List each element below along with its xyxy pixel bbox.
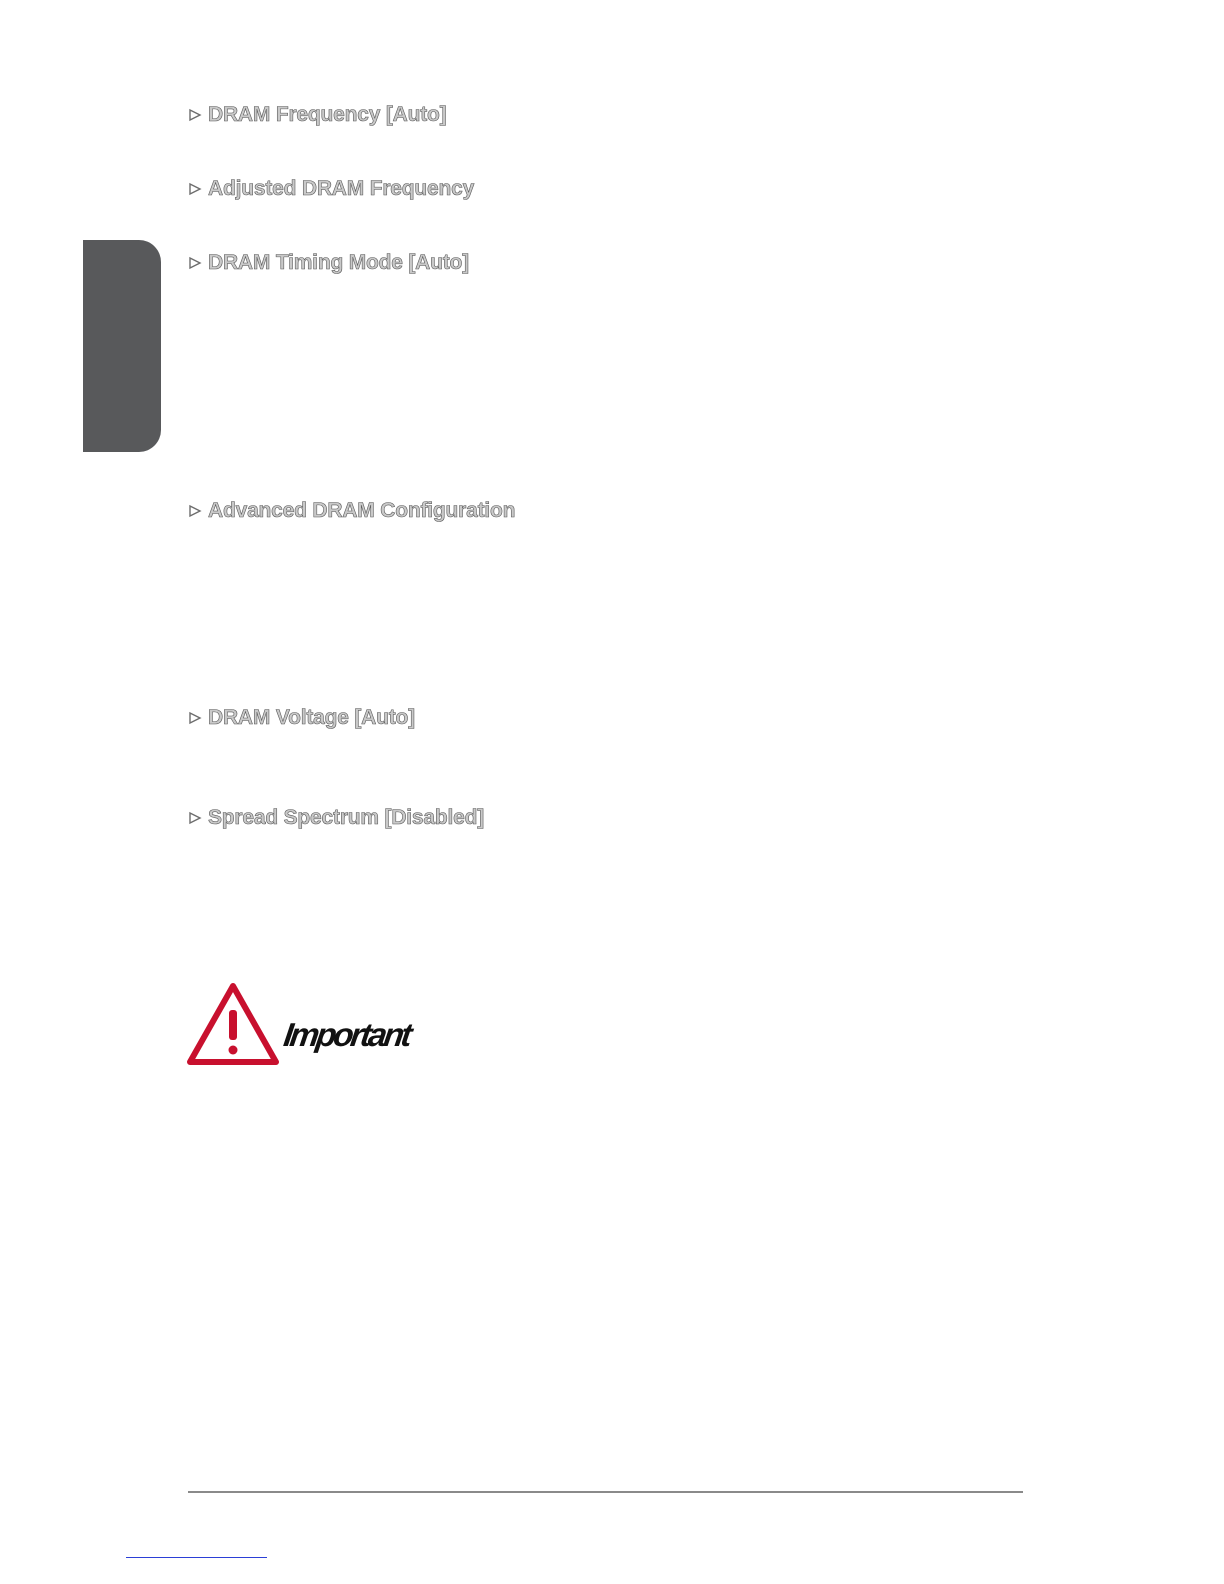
heading-advanced-dram-configuration bbox=[188, 495, 515, 527]
triangle-bullet-icon bbox=[188, 711, 202, 725]
important-notice bbox=[186, 982, 426, 1068]
heading-text: Advanced DRAM Configuration bbox=[208, 499, 516, 522]
heading-adjusted-dram-frequency bbox=[188, 173, 474, 205]
triangle-bullet-icon bbox=[188, 811, 202, 825]
heading-text: DRAM Voltage [Auto] bbox=[208, 706, 415, 729]
heading-text: DRAM Timing Mode [Auto] bbox=[208, 251, 469, 274]
warning-triangle-icon bbox=[186, 982, 280, 1066]
triangle-bullet-icon bbox=[188, 504, 202, 518]
heading-text: DRAM Frequency [Auto] bbox=[208, 103, 447, 126]
link-underline bbox=[126, 1557, 267, 1558]
important-label: Important bbox=[281, 1016, 412, 1053]
triangle-bullet-icon bbox=[188, 256, 202, 270]
triangle-bullet-icon bbox=[188, 182, 202, 196]
heading-dram-timing-mode bbox=[188, 247, 469, 279]
footer-divider bbox=[188, 1491, 1023, 1493]
chapter-side-tab bbox=[83, 240, 161, 452]
heading-dram-frequency bbox=[188, 99, 446, 131]
triangle-bullet-icon bbox=[188, 108, 202, 122]
heading-spread-spectrum bbox=[188, 802, 484, 834]
heading-dram-voltage bbox=[188, 702, 415, 734]
heading-text: Spread Spectrum [Disabled] bbox=[208, 806, 485, 829]
heading-text: Adjusted DRAM Frequency bbox=[208, 177, 475, 200]
